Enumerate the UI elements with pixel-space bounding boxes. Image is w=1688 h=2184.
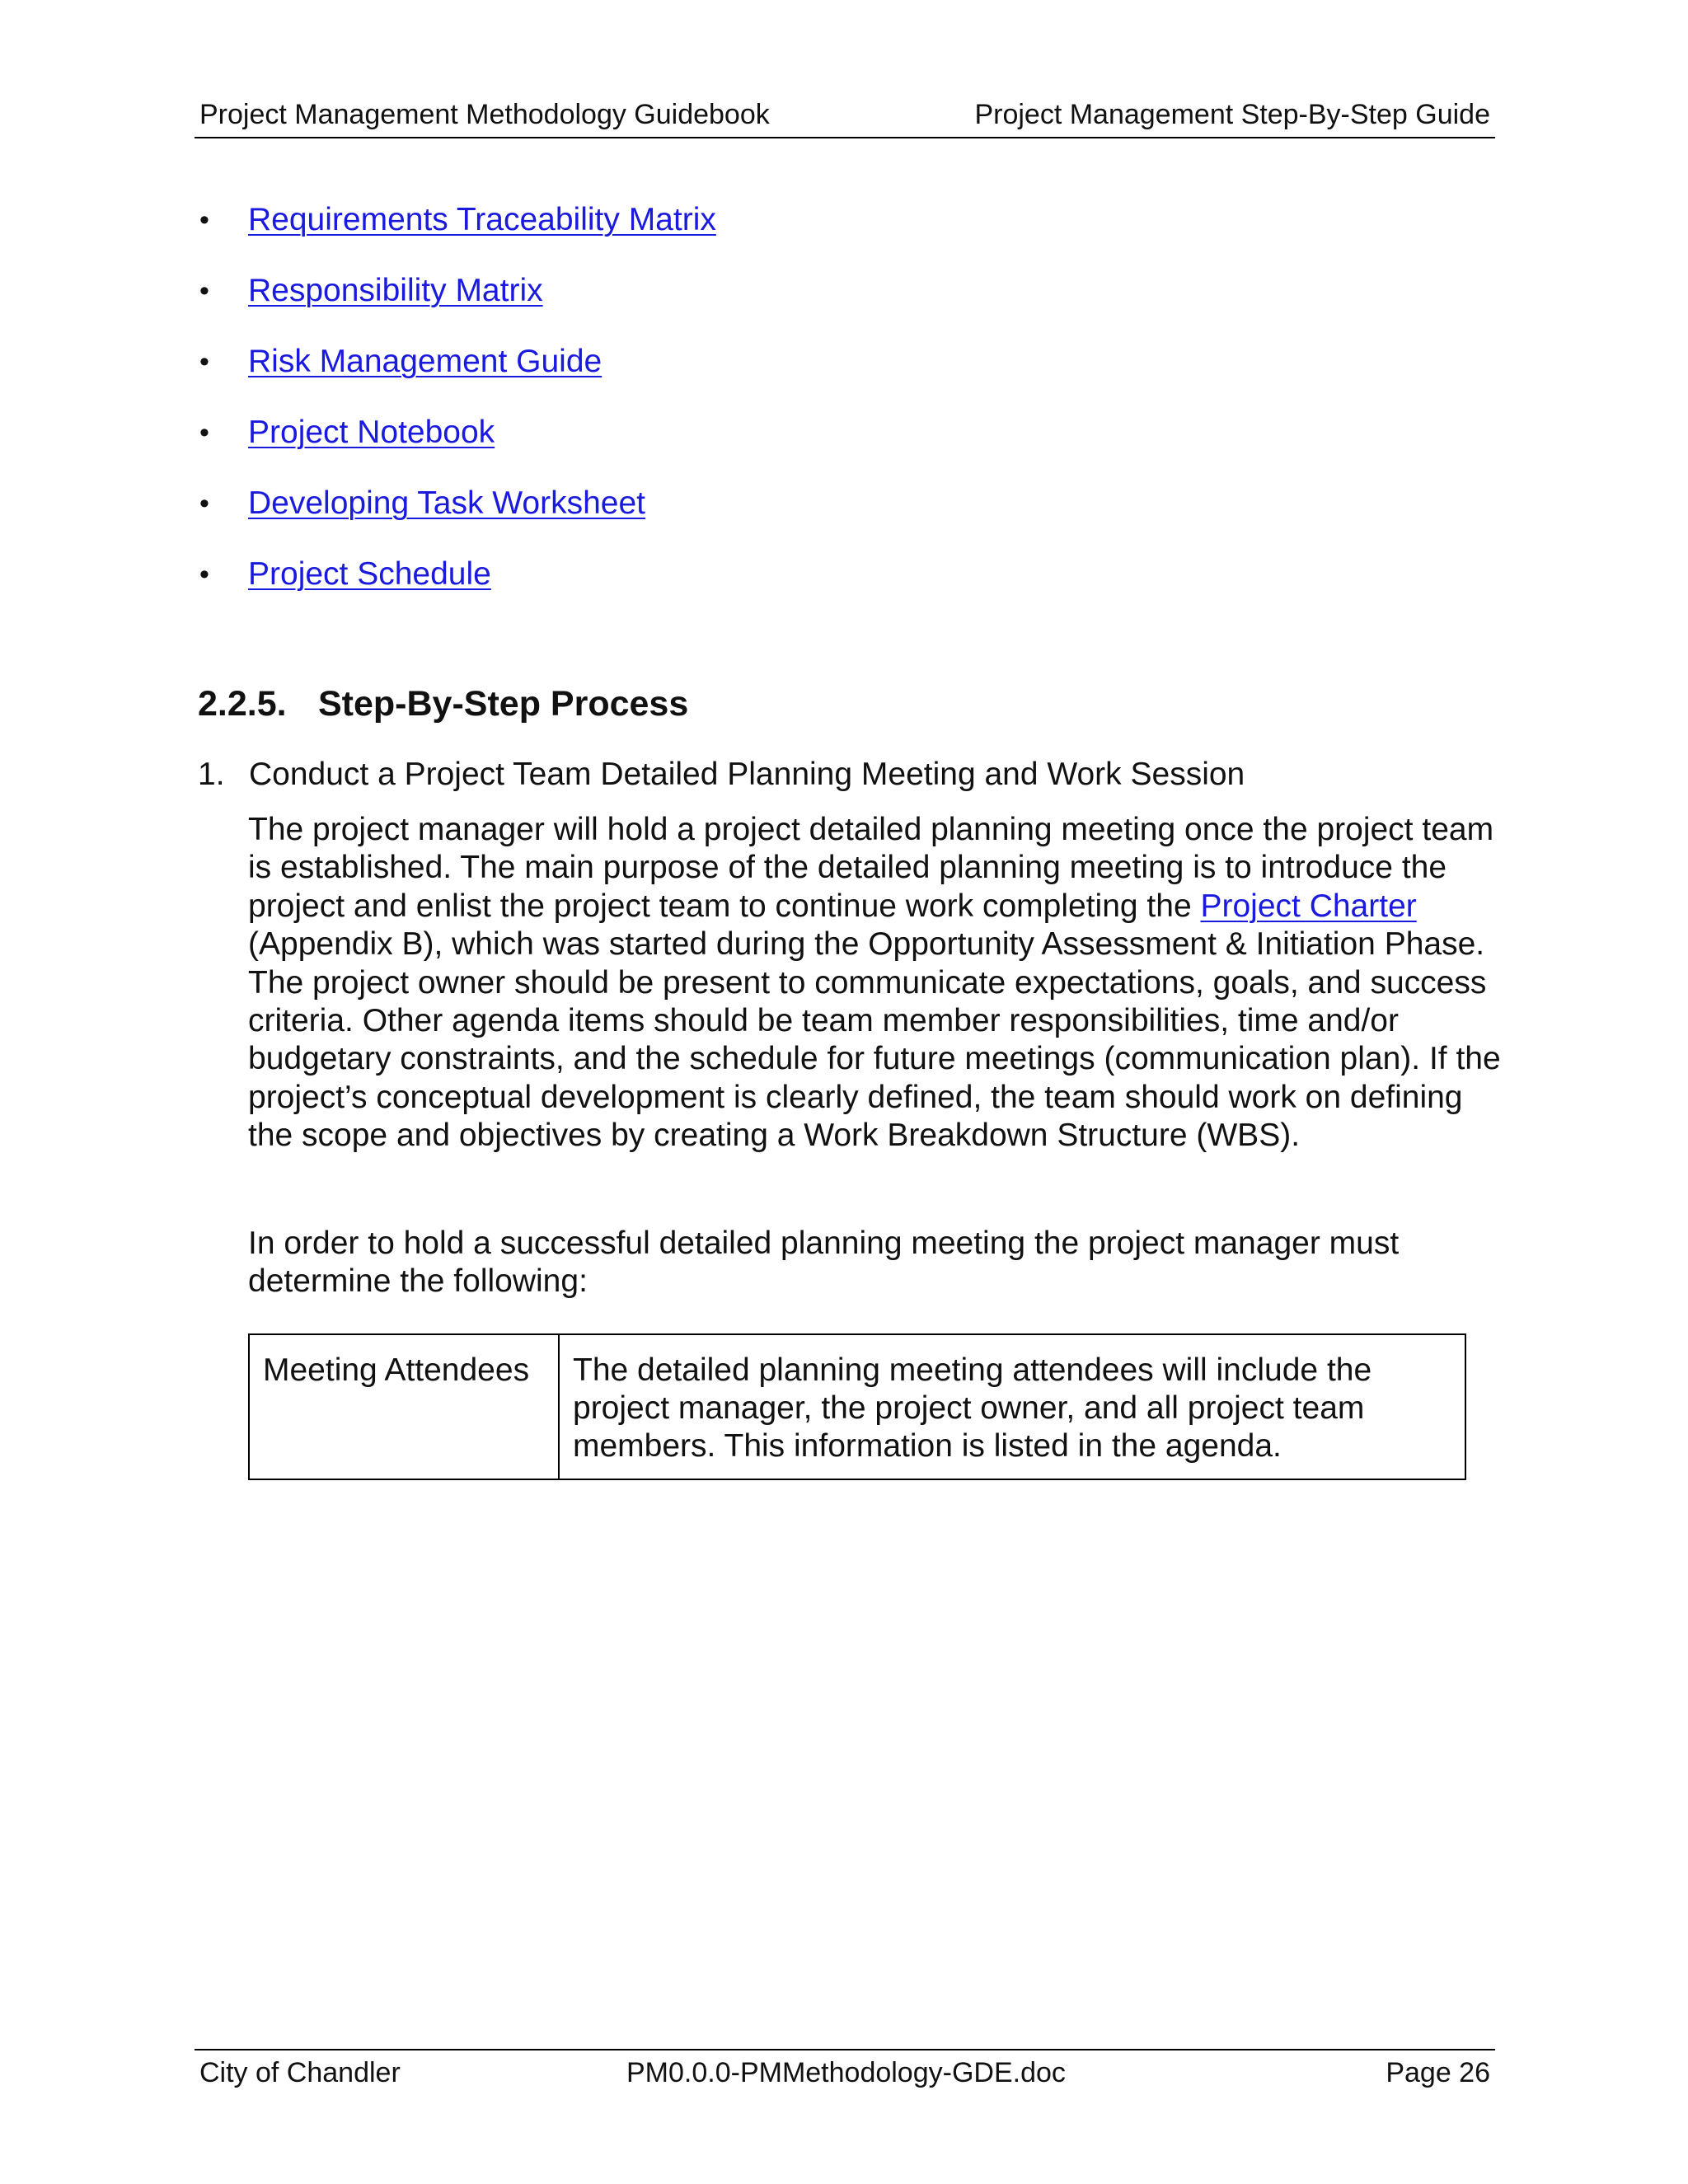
page-header	[195, 96, 1495, 138]
step-title: Conduct a Project Team Detailed Planning Meeting and Work Session	[249, 757, 1245, 792]
paragraph-text: The project manager will hold a project detailed planning meeting once the project team is established. The main purpose of the detailed planning meeting is to introduce the project and enlist the project team to continue work completing the	[248, 812, 1494, 924]
page-footer	[195, 2049, 1495, 2092]
body-paragraph: In order to hold a successful detailed planning meeting the project manager must determine the following:	[248, 1226, 1400, 1300]
header-right-title: Project Management Step-By-Step Guide	[974, 99, 1490, 130]
link-project-notebook[interactable]: Project Notebook	[248, 415, 495, 450]
step-heading	[198, 752, 1245, 798]
bullet-icon: •	[199, 417, 209, 448]
bullet-icon: •	[199, 204, 209, 236]
table-cell-description: The detailed planning meeting attendees will include the project manager, the project owner, and all project team members. This information is listed in the agenda.	[559, 1334, 1465, 1479]
meeting-details-table	[248, 1333, 1466, 1480]
bullet-icon: •	[199, 346, 209, 377]
footer-page-number: Page 26	[1386, 2057, 1490, 2088]
link-risk-management-guide[interactable]: Risk Management Guide	[248, 344, 603, 379]
bullet-icon: •	[199, 275, 209, 307]
section-heading	[198, 679, 688, 729]
list-item	[195, 267, 716, 338]
link-project-charter[interactable]: Project Charter	[1200, 888, 1417, 924]
link-requirements-traceability-matrix[interactable]: Requirements Traceability Matrix	[248, 202, 716, 237]
link-project-schedule[interactable]: Project Schedule	[248, 556, 491, 592]
list-item	[195, 409, 716, 480]
bullet-icon: •	[199, 559, 209, 590]
step-number: 1.	[198, 757, 225, 792]
bullet-icon: •	[199, 488, 209, 519]
reference-link-list	[195, 196, 716, 621]
list-item	[195, 196, 716, 267]
header-left-title: Project Management Methodology Guidebook	[199, 99, 770, 130]
paragraph-text: (Appendix B), which was started during the Opportunity Assessment & Initiation Phase. The project owner should be present to communicate expectations, goals, and success criteria. Other agenda items should be team member responsibilities, time and/or budgetary constraints, and the schedule for future meetings (communication plan). If the project’s conceptual development is clearly defined, the team should work on defining the scope and objectives by creating a Work Breakdown Structure (WBS).	[248, 926, 1501, 1154]
link-responsibility-matrix[interactable]: Responsibility Matrix	[248, 273, 543, 308]
footer-organization: City of Chandler	[199, 2057, 401, 2088]
section-title: Step-By-Step Process	[318, 684, 689, 724]
link-developing-task-worksheet[interactable]: Developing Task Worksheet	[248, 485, 645, 521]
list-item	[195, 551, 716, 621]
footer-filename: PM0.0.0-PMMethodology-GDE.doc	[626, 2057, 1066, 2088]
body-paragraph	[248, 811, 1501, 1155]
table-row	[249, 1334, 1465, 1479]
table-cell-label: Meeting Attendees	[249, 1334, 559, 1479]
list-item	[195, 338, 716, 409]
section-number: 2.2.5.	[198, 684, 287, 724]
list-item	[195, 480, 716, 551]
